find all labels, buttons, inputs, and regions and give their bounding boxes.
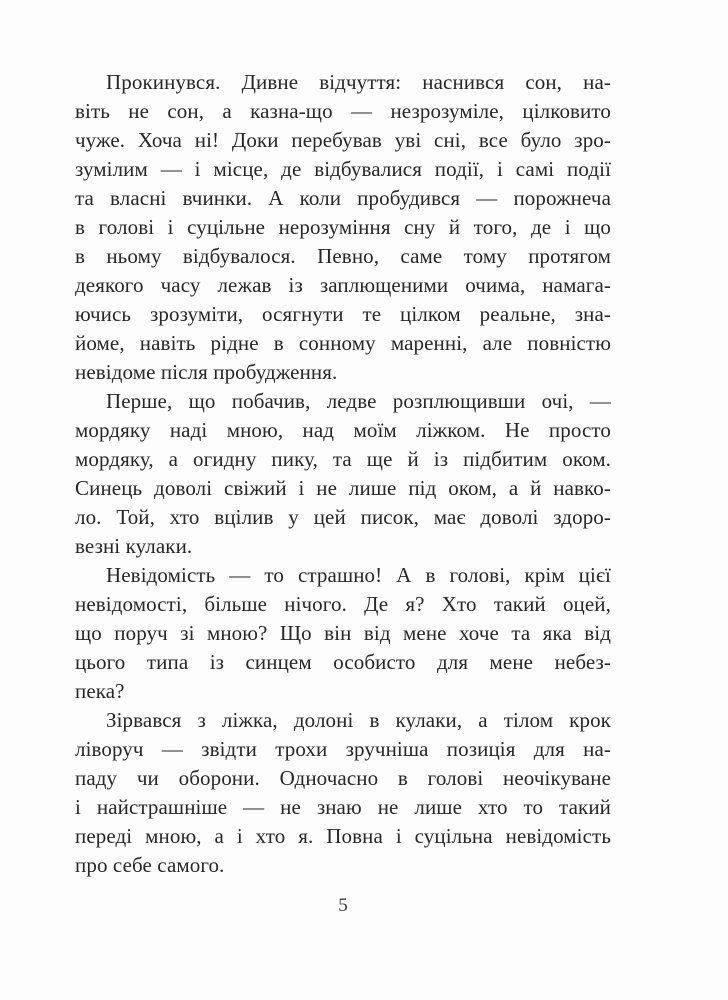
text-line: ючись зрозуміти, осягнути те цілком реальне, зна- <box>75 302 611 326</box>
text-line: віть не сон, а казна-що — незрозуміле, цілковито <box>75 99 611 123</box>
paragraph <box>75 68 611 387</box>
text-line: що поруч зі мною? Що він від мене хоче та яка від <box>75 621 611 645</box>
text-line: в голові і суцільне нерозуміння сну й того, де і що <box>75 215 611 239</box>
text-line: чуже. Хоча ні! Доки перебував уві сні, все було зро- <box>75 128 611 152</box>
text-line: везні кулаки. <box>75 534 193 558</box>
paragraph <box>75 561 611 706</box>
text-line: мордяку наді мною, над моїм ліжком. Не просто <box>75 418 611 442</box>
text-line: в ньому відбувалося. Певно, саме тому протягом <box>75 244 611 268</box>
text-line: та власні вчинки. А коли пробудився — порожнеча <box>75 186 611 210</box>
text-line: паду чи оборони. Одночасно в голові неочікуване <box>75 766 611 790</box>
text-line: йоме, навіть рідне в сонному маренні, але повністю <box>75 331 611 355</box>
text-line: переді мною, а і хто я. Повна і суцільна невідомість <box>75 824 611 848</box>
paragraph <box>75 706 611 880</box>
text-line: невідоме після пробудження. <box>75 360 338 384</box>
paragraph <box>75 387 611 561</box>
text-line: ло. Той, хто вцілив у цей писок, має доволі здоро- <box>75 505 611 529</box>
text-line: деякого часу лежав із заплющеними очима, намага- <box>75 273 611 297</box>
text-line: Перше, що побачив, ледве розплющивши очі, — <box>106 389 611 413</box>
text-line: невідомості, більше нічого. Де я? Хто такий оцей, <box>75 592 611 616</box>
text-line: цього типа із синцем особисто для мене небез- <box>75 650 611 674</box>
text-line: зумілим — і місце, де відбувалися події, і самі події <box>75 157 611 181</box>
text-line: Невідомість — то страшно! А в голові, крім цієї <box>106 563 611 587</box>
text-line: про себе самого. <box>75 853 225 877</box>
text-line: Зірвався з ліжка, долоні в кулаки, а тілом крок <box>106 708 611 732</box>
text-line: Синець доволі свіжий і не лише під оком, а й навко- <box>75 476 611 500</box>
page-number: 5 <box>338 895 348 916</box>
text-line: пека? <box>75 679 125 703</box>
text-line: і найстрашніше — не знаю не лише хто то такий <box>75 795 611 819</box>
text-line: ліворуч — звідти трохи зручніша позиція для на- <box>75 737 611 761</box>
page-text <box>75 68 611 880</box>
text-line: Прокинувся. Дивне відчуття: наснився сон, на- <box>106 70 611 94</box>
text-line: мордяку, а огидну пику, та ще й із підбитим оком. <box>75 447 611 471</box>
